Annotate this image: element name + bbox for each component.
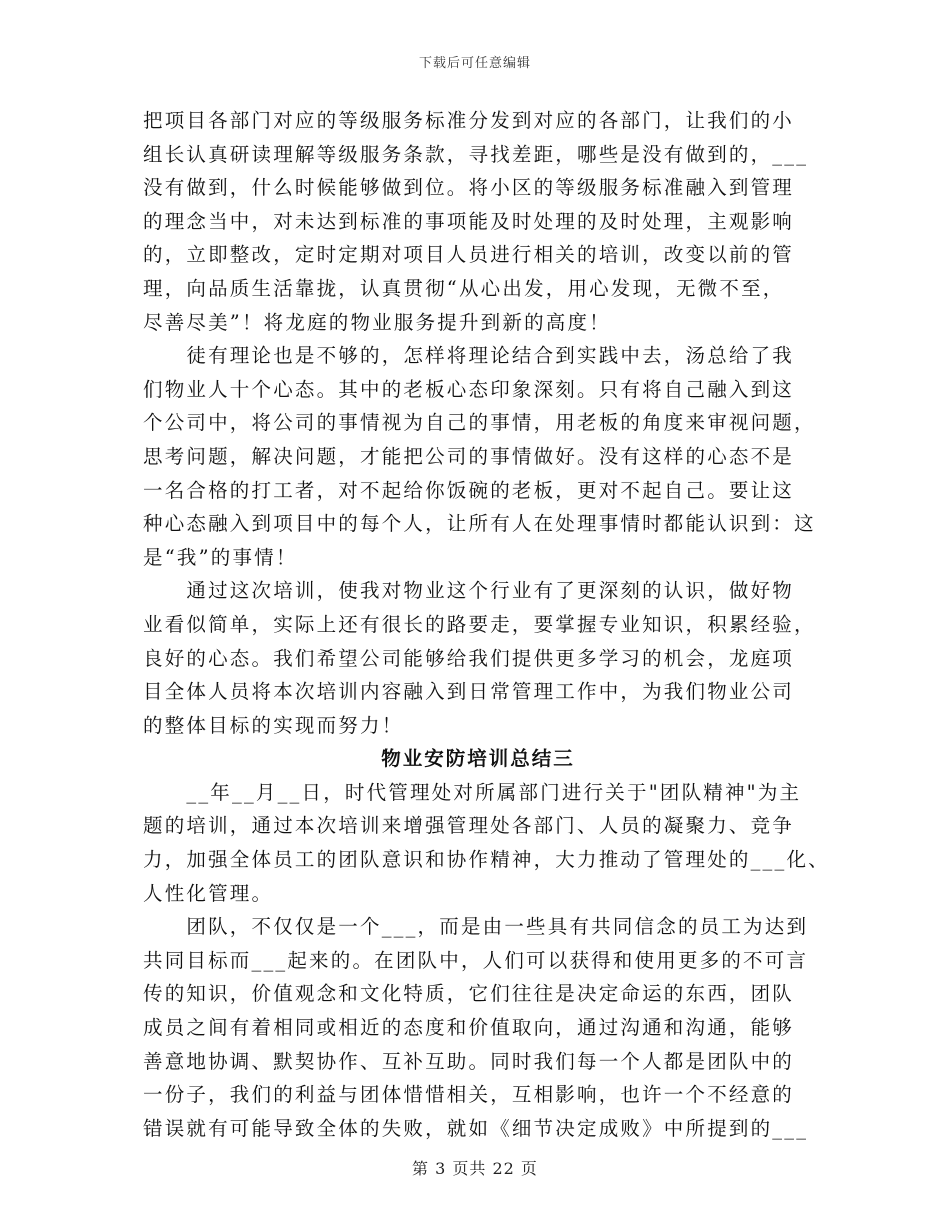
body-line: 组长认真研读理解等级服务条款，寻找差距，哪些是没有做到的，___ [143, 142, 809, 166]
body-line: 们物业人十个心态。其中的老板心态印象深刻。只有将自己融入到这 [143, 377, 795, 401]
section-line: 传的知识，价值观念和文化特质，它们往往是决定命运的东西，团队 [143, 982, 795, 1006]
section-line: 一份子，我们的利益与团体惜惜相关，互相影响，也许一个不经意的 [143, 1083, 795, 1107]
section-title: 物业安防培训总结三 [381, 747, 575, 771]
body-line: 的，立即整改，定时定期对项目人员进行相关的培训，改变以前的管 [143, 243, 795, 267]
section-line: 善意地协调、默契协作、互补互助。同时我们每一个人都是团队中的 [143, 1049, 795, 1073]
section-line: 团队，不仅仅是一个___，而是由一些具有共同信念的员工为达到 [143, 915, 809, 939]
body-line: 个公司中，将公司的事情视为自己的事情，用老板的角度来审视问题， [143, 411, 816, 435]
body-line: 没有做到，什么时候能够做到位。将小区的等级服务标准融入到管理 [143, 176, 795, 200]
body-line: 良好的心态。我们希望公司能够给我们提供更多学习的机会，龙庭项 [143, 646, 795, 670]
body-line: 徒有理论也是不够的，怎样将理论结合到实践中去，汤总给了我 [143, 344, 795, 368]
page-number: 第 3 页共 22 页 [412, 1159, 538, 1178]
body-line: 思考问题，解决问题，才能把公司的事情做好。没有这样的心态不是 [143, 444, 795, 468]
section-line: __年__月__日，时代管理处对所属部门进行关于"团队精神"为主 [143, 780, 802, 804]
section-line: 人性化管理。 [143, 881, 274, 905]
section-line: 错误就有可能导致全体的失败，就如《细节决定成败》中所提到的___ [143, 1116, 809, 1140]
body-line: 目全体人员将本次培训内容融入到日常管理工作中，为我们物业公司 [143, 680, 795, 704]
section-line: 力，加强全体员工的团队意识和协作精神，大力推动了管理处的___化、 [143, 848, 830, 872]
body-line: 一名合格的打工者，对不起给你饭碗的老板，更对不起自己。要让这 [143, 478, 795, 502]
body-line: 的理念当中，对未达到标准的事项能及时处理的及时处理，主观影响 [143, 209, 795, 233]
body-line: 是“我”的事情！ [143, 545, 298, 569]
section-line: 题的培训，通过本次培训来增强管理处各部门、人员的凝聚力、竞争 [143, 814, 795, 838]
section-line: 成员之间有着相同或相近的态度和价值取向，通过沟通和沟通，能够 [143, 1016, 795, 1040]
body-line: 的整体目标的实现而努力！ [143, 713, 404, 737]
body-line: 理，向品质生活靠拢，认真贯彻“从心出发，用心发现，无微不至， [143, 276, 785, 300]
section-line: 共同目标而___起来的。在团队中，人们可以获得和使用更多的不可言 [143, 948, 809, 972]
body-line: 通过这次培训，使我对物业这个行业有了更深刻的认识，做好物 [143, 579, 795, 603]
body-line: 把项目各部门对应的等级服务标准分发到对应的各部门，让我们的小 [143, 109, 795, 132]
body-line: 业看似简单，实际上还有很长的路要走，要掌握专业知识，积累经验， [143, 612, 816, 636]
header-note: 下载后可任意编辑 [418, 56, 531, 71]
body-line: 种心态融入到项目中的每个人，让所有人在处理事情时都能认识到：这 [143, 512, 816, 536]
body-line: 尽善尽美”！将龙庭的物业服务提升到新的高度！ [143, 310, 611, 334]
document-body [143, 104, 830, 1145]
